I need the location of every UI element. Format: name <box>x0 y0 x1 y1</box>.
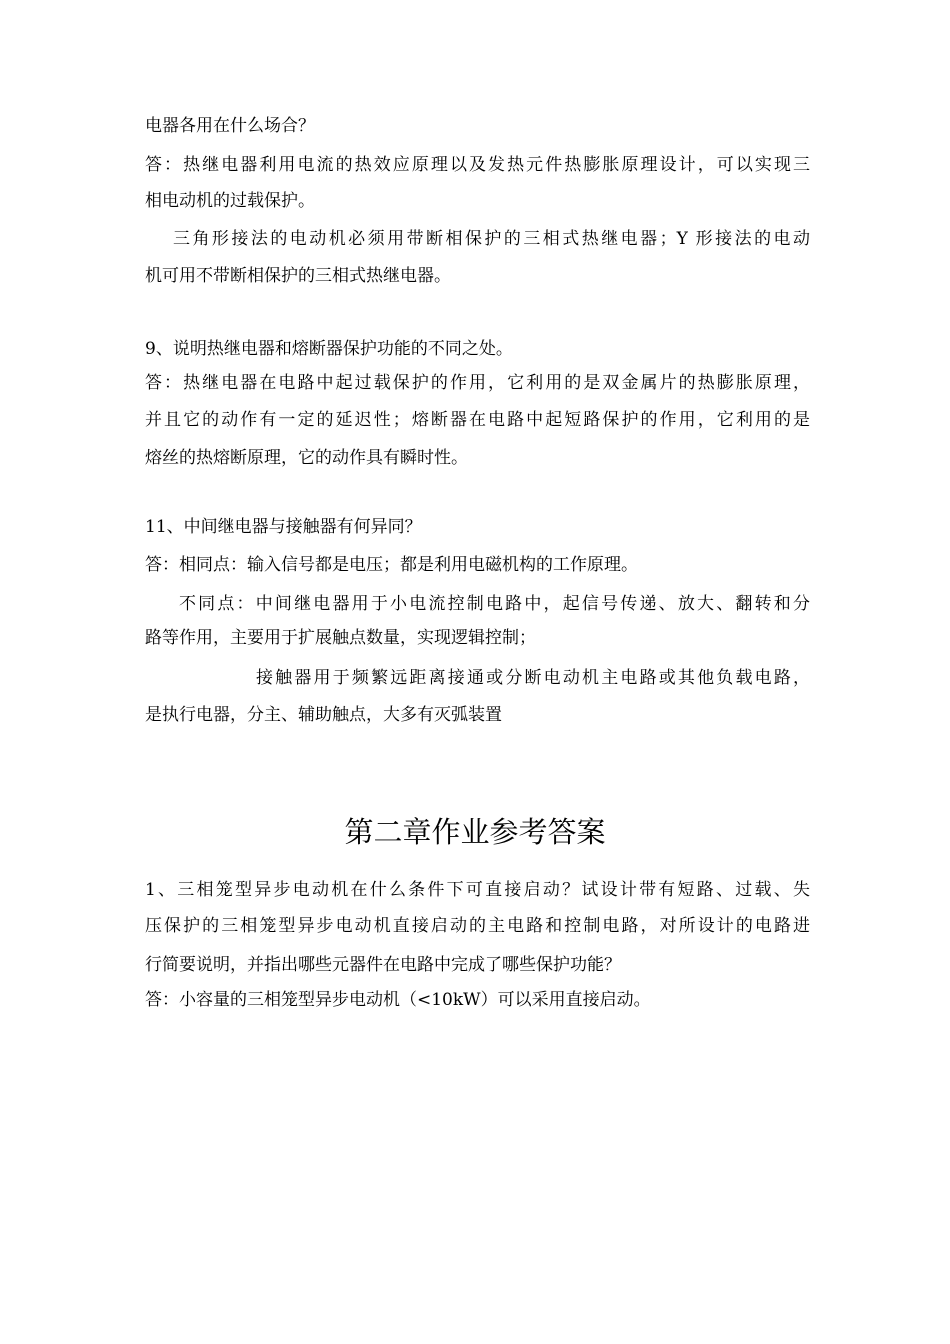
chapter-title: 第二章作业参考答案 <box>344 815 606 849</box>
text-line: 电器各用在什么场合？ <box>145 116 315 136</box>
text-line: 压保护的三相笼型异步电动机直接启动的主电路和控制电路，对所设计的电路进 <box>145 916 810 936</box>
text-line: 相电动机的过载保护。 <box>145 191 315 211</box>
text-line: 是执行电器，分主、辅助触点，大多有灭弧装置 <box>145 705 502 725</box>
text-line: 路等作用，主要用于扩展触点数量，实现逻辑控制； <box>145 628 536 648</box>
answer-line: 答：热继电器利用电流的热效应原理以及发热元件热膨胀原理设计，可以实现三 <box>145 155 810 175</box>
question-line: 9、说明热继电器和熔断器保护功能的不同之处。 <box>145 339 513 359</box>
text-line: 行简要说明，并指出哪些元器件在电路中完成了哪些保护功能？ <box>145 955 621 975</box>
text-line: 机可用不带断相保护的三相式热继电器。 <box>145 266 451 286</box>
text-line: 不同点：中间继电器用于小电流控制电路中，起信号传递、放大、翻转和分 <box>179 594 810 614</box>
question-line: 1、三相笼型异步电动机在什么条件下可直接启动？试设计带有短路、过载、失 <box>145 880 810 900</box>
answer-line: 答：相同点：输入信号都是电压；都是利用电磁机构的工作原理。 <box>145 555 638 575</box>
text-line: 熔丝的热熔断原理，它的动作具有瞬时性。 <box>145 448 468 468</box>
text-line: 并且它的动作有一定的延迟性；熔断器在电路中起短路保护的作用，它利用的是 <box>145 410 810 430</box>
answer-line: 答：小容量的三相笼型异步电动机（<10kW）可以采用直接启动。 <box>145 990 651 1010</box>
text-line: 接触器用于频繁远距离接通或分断电动机主电路或其他负载电路， <box>256 668 810 688</box>
answer-line: 答：热继电器在电路中起过载保护的作用，它利用的是双金属片的热膨胀原理， <box>145 373 810 393</box>
text-line: 三角形接法的电动机必须用带断相保护的三相式热继电器；Y 形接法的电动 <box>173 229 810 249</box>
question-line: 11、中间继电器与接触器有何异同？ <box>145 517 422 537</box>
